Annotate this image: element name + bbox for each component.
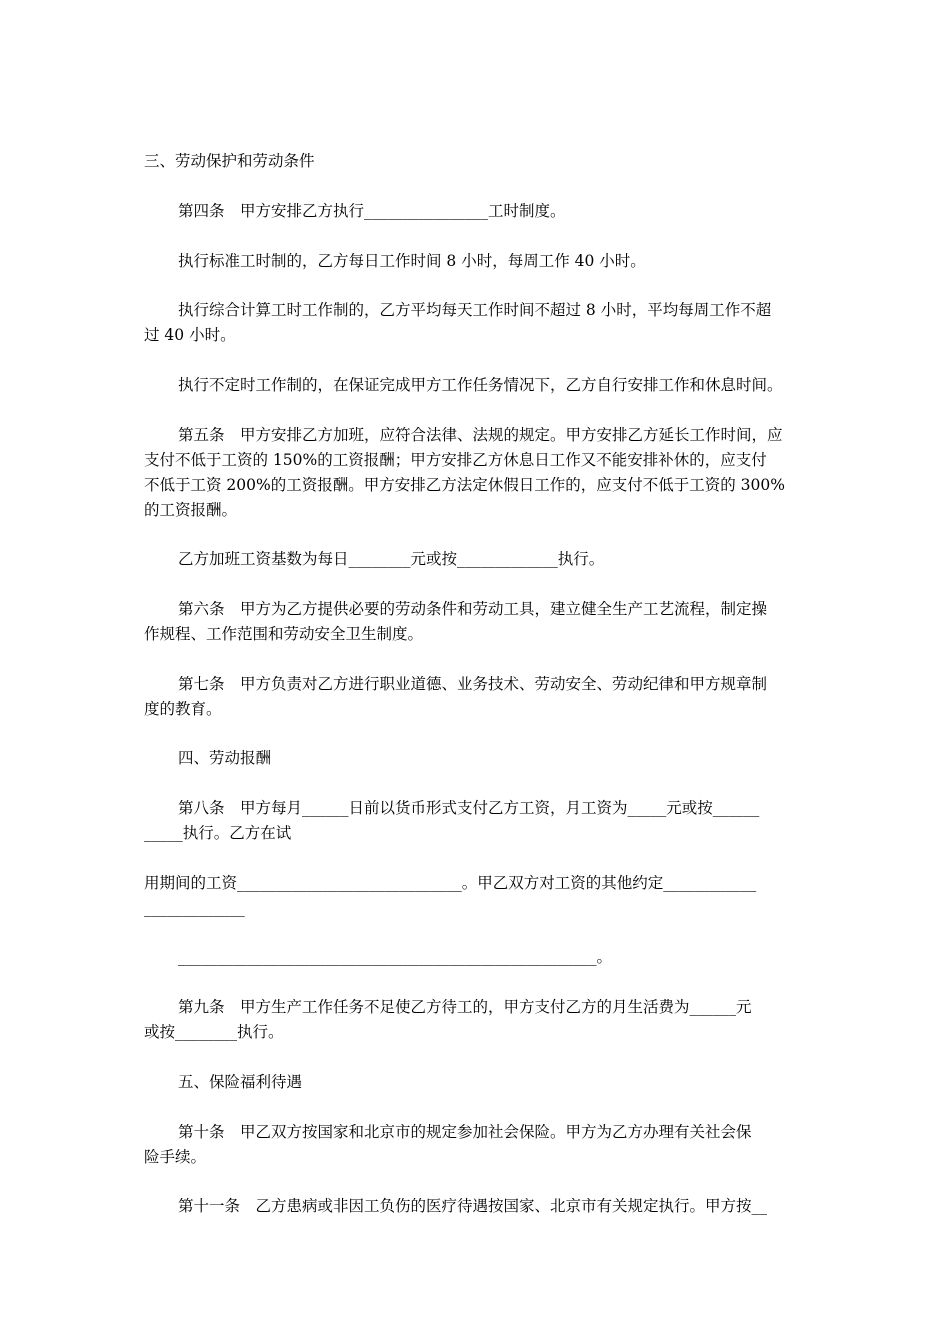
paragraph-line: 用期间的工资_____________________________。甲乙双方对工资的其他约定____________ <box>144 874 757 892</box>
section-heading: 四、劳动报酬 <box>178 749 272 767</box>
paragraph-line: _____________ <box>144 899 245 917</box>
article-4: 第四条 甲方安排乙方执行________________工时制度。 <box>178 202 566 220</box>
paragraph-line: 执行综合计算工时工作制的，乙方平均每天工作时间不超过 8 小时，平均每周工作不超 <box>178 301 772 319</box>
paragraph-line: 乙方加班工资基数为每日________元或按_____________执行。 <box>178 550 605 568</box>
paragraph-line: 或按________执行。 <box>144 1023 284 1041</box>
article-11: 第十一条 乙方患病或非因工负伤的医疗待遇按国家、北京市有关规定执行。甲方按__ <box>178 1197 768 1215</box>
paragraph-line: 执行标准工时制的，乙方每日工作时间 8 小时，每周工作 40 小时。 <box>178 252 646 270</box>
paragraph-line: _____执行。乙方在试 <box>144 824 292 842</box>
paragraph-line: 度的教育。 <box>144 700 222 718</box>
paragraph-line: 的工资报酬。 <box>144 501 238 519</box>
article-7: 第七条 甲方负责对乙方进行职业道德、业务技术、劳动安全、劳动纪律和甲方规章制 <box>178 675 768 693</box>
paragraph-line: 作规程、工作范围和劳动安全卫生制度。 <box>144 625 424 643</box>
article-5: 第五条 甲方安排乙方加班，应符合法律、法规的规定。甲方安排乙方延长工作时间，应 <box>178 426 783 444</box>
article-6: 第六条 甲方为乙方提供必要的劳动条件和劳动工具，建立健全生产工艺流程，制定操 <box>178 600 768 618</box>
article-9: 第九条 甲方生产工作任务不足使乙方待工的，甲方支付乙方的月生活费为______元 <box>178 998 752 1016</box>
paragraph-line: 过 40 小时。 <box>144 326 236 344</box>
section-heading: 五、保险福利待遇 <box>178 1073 303 1091</box>
section-heading: 三、劳动保护和劳动条件 <box>144 152 315 170</box>
article-8: 第八条 甲方每月______日前以货币形式支付乙方工资，月工资为_____元或按______ <box>178 799 760 817</box>
paragraph-line: ______________________________________________________。 <box>178 948 613 966</box>
paragraph-line: 不低于工资 200%的工资报酬。甲方安排乙方法定休假日工作的，应支付不低于工资的 300% <box>144 476 785 494</box>
paragraph-line: 支付不低于工资的 150%的工资报酬；甲方安排乙方休息日工作又不能安排补休的，应支付 <box>144 451 767 469</box>
paragraph-line: 执行不定时工作制的，在保证完成甲方工作任务情况下，乙方自行安排工作和休息时间。 <box>178 376 783 394</box>
article-10: 第十条 甲乙双方按国家和北京市的规定参加社会保险。甲方为乙方办理有关社会保 <box>178 1123 752 1141</box>
paragraph-line: 险手续。 <box>144 1148 207 1166</box>
